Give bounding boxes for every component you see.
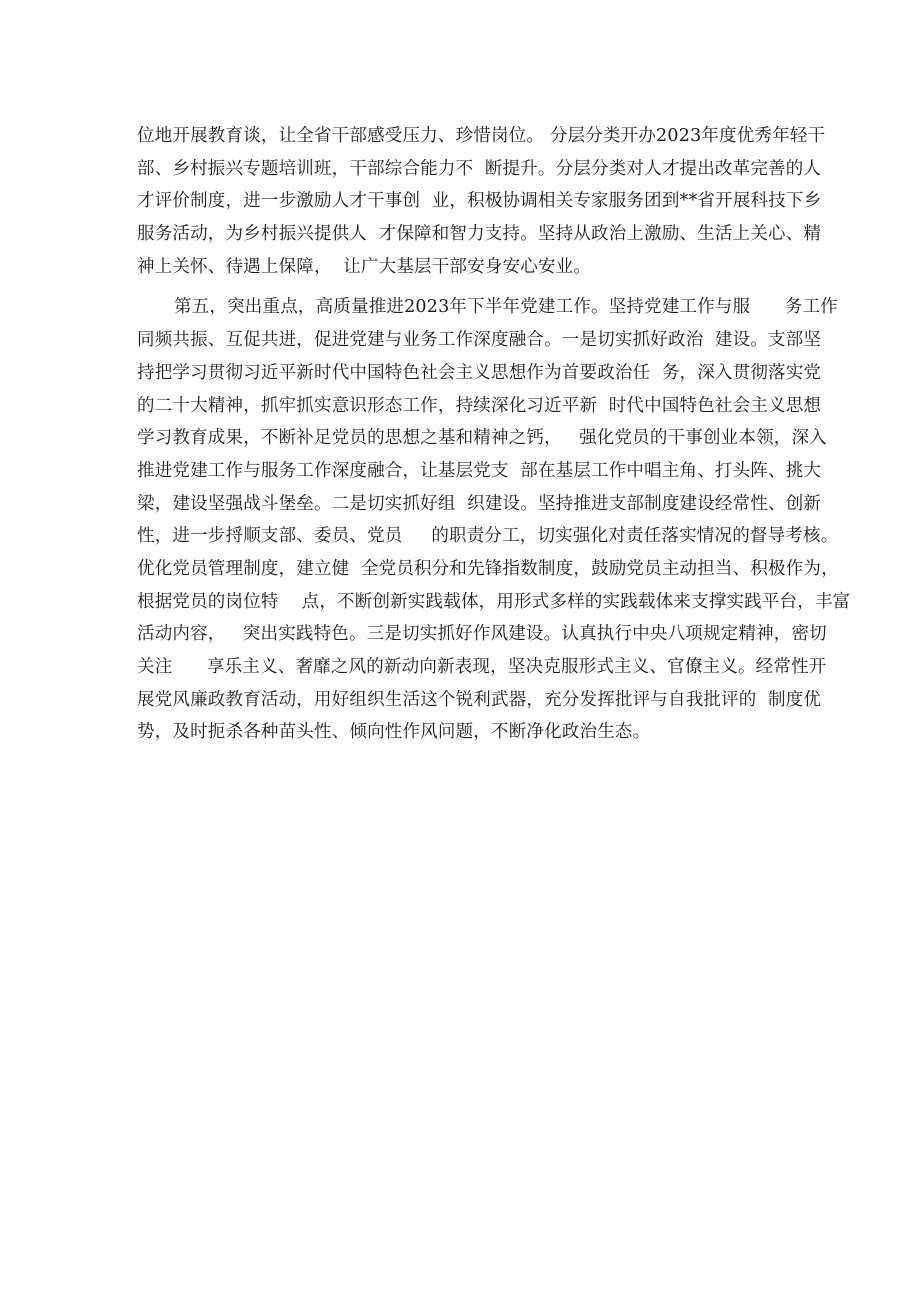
document-body	[137, 120, 851, 749]
paragraph-line: 位地开展教育谈，让全省干部感受压力、珍惜岗位。 分层分类开办2023年度优秀年轻干	[137, 126, 826, 146]
paragraph-line: 服务活动，为乡村振兴提供人 才保障和智力支持。坚持从政治上激励、生活上关心、精	[137, 224, 822, 245]
paragraph-line: 推进党建工作与服务工作深度融合，让基层党支 部在基层工作中唱主角、打头阵、挑大	[137, 460, 822, 481]
paragraph-line: 第五，突出重点，高质量推进2023年下半年党建工作。坚持党建工作与服 务工作	[174, 297, 839, 318]
paragraph-line: 性，进一步捋顺支部、委员、党员 的职责分工，切实强化对责任落实情况的督导考核。	[137, 526, 839, 547]
paragraph-line: 关注 享乐主义、奢靡之风的新动向新表现，坚决克服形式主义、官僚主义。经常性开	[137, 657, 827, 677]
paragraph-line: 活动内容， 突出实践特色。三是切实抓好作风建设。认真执行中央八项规定精神，密切	[137, 624, 827, 645]
paragraph-line: 持把学习贯彻习近平新时代中国特色社会主义思想作为首要政治任 务，深入贯彻落实党	[137, 362, 822, 383]
paragraph	[137, 291, 851, 749]
paragraph-line: 势，及时扼杀各种苗头性、倾向性作风问题，不断净化政治生态。	[137, 722, 651, 743]
paragraph-line: 展党风廉政教育活动，用好组织生活这个锐利武器，充分发挥批评与自我批评的 制度优	[137, 689, 822, 710]
paragraph	[137, 120, 826, 283]
paragraph-line: 同频共振、互促共进，促进党建与业务工作深度融合。一是切实抓好政治 建设。支部坚	[137, 330, 822, 351]
paragraph-line: 优化党员管理制度，建立健 全党员积分和先锋指数制度，鼓励党员主动担当、积极作为，	[137, 558, 839, 579]
paragraph-line: 部、乡村振兴专题培训班，干部综合能力不 断提升。分层分类对人才提出改革完善的人	[137, 158, 822, 179]
paragraph-line: 学习教育成果，不断补足党员的思想之基和精神之钙， 强化党员的干事创业本领，深入	[137, 428, 827, 449]
paragraph-line: 神上关怀、待遇上保障， 让广大基层干部安身安心安业。	[137, 256, 592, 277]
paragraph-line: 的二十大精神，抓牢抓实意识形态工作，持续深化习近平新 时代中国特色社会主义思想	[137, 395, 822, 416]
paragraph-line: 根据党员的岗位特 点，不断创新实践载体，用形式多样的实践载体来支撑实践平台，丰富	[137, 591, 851, 612]
paragraph-line: 才评价制度，进一步激励人才干事创 业，积极协调相关专家服务团到**省开展科技下乡	[137, 191, 822, 212]
paragraph-line: 梁，建设坚强战斗堡垒。二是切实抓好组 织建设。坚持推进支部制度建设经常性、创新	[137, 493, 822, 514]
